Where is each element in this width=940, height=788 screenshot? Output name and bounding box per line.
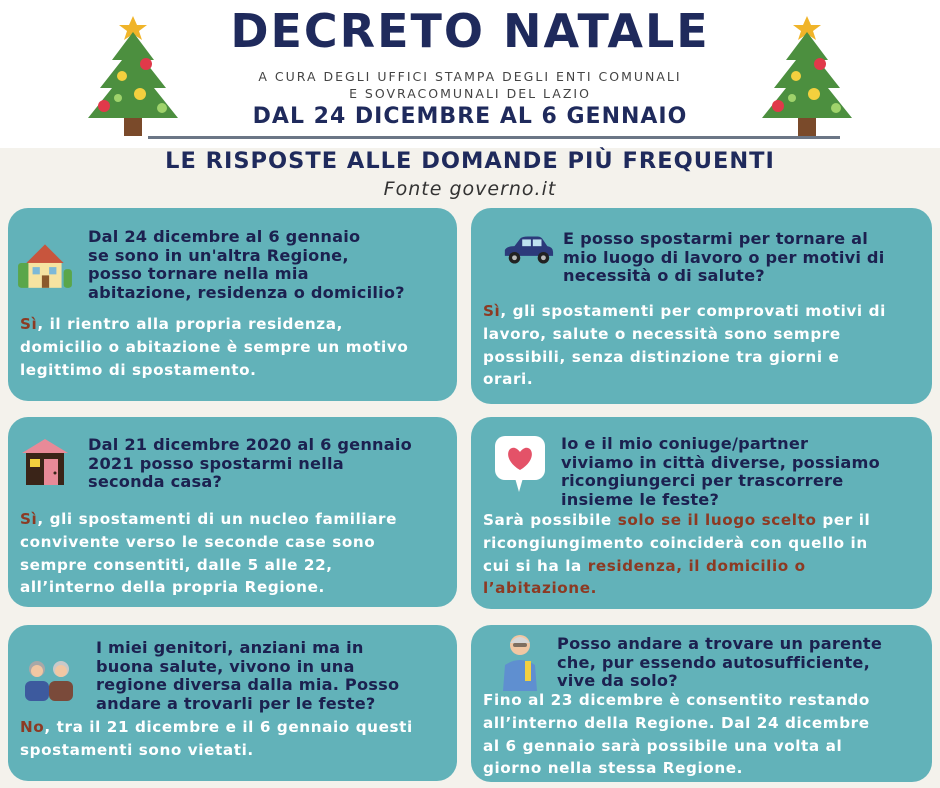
answer-6: Fino al 23 dicembre è consentito restando all’interno della Regione. Dal 24 dicembre al 6 gennaio sarà possibile una volta al giorno nella stessa Regione. [483,691,870,778]
car-icon [501,234,555,268]
elderly-man-icon [495,631,545,691]
answer-2: Sì, gli spostamenti per comprovati motivi di lavoro, salute o necessità sono sempre possibili, senza distinzione tra giorni e orari. [483,302,886,389]
faq-card-5 [8,625,457,781]
answer-5: No, tra il 21 dicembre e il 6 gennaio questi spostamenti sono vietati. [20,718,413,759]
grandparents-icon [18,657,80,701]
house-icon [16,238,74,290]
date-range: DAL 24 DICEMBRE AL 6 GENNAIO [252,104,688,129]
header-banner [0,0,940,148]
faq-card-1 [8,208,457,401]
curated-by: A CURA DEGLI UFFICI STAMPA DEGLI ENTI COMUNALI E SOVRACOMUNALI DEL LAZIO [258,69,682,101]
faq-card-6 [471,625,932,782]
question-4: Io e il mio coniuge/partner viviamo in città diverse, possiamo ricongiungerci per trascorrere insieme le feste? [561,434,880,509]
faq-card-3 [8,417,457,607]
source-note: Fonte governo.it [383,178,557,200]
question-5: I miei genitori, anziani ma in buona salute, vivono in una regione diversa dalla mia. Posso andare a trovarli per le feste? [96,638,400,713]
question-1: Dal 24 dicembre al 6 gennaio se sono in un'altra Regione, posso tornare nella mia abitazione, residenza o domicilio? [88,227,405,302]
answer-4: Sarà possibile solo se il luogo scelto per il ricongiungimento coinciderà con quello in cui si ha la residenza, il domicilio o l’abitazione. [483,511,871,598]
cottage-icon [20,437,70,487]
page-title: DECRETO NATALE [230,4,710,58]
answer-3: Sì, gli spostamenti di un nucleo familiare convivente verso le seconde case sono sempre consentiti, dalle 5 alle 22, all’interno della propria Regione. [20,510,398,597]
question-2: E posso spostarmi per tornare al mio luogo di lavoro o per motivi di necessità o di salute? [563,229,885,285]
heart-speech-bubble-icon [493,433,547,495]
question-3: Dal 21 dicembre 2020 al 6 gennaio 2021 posso spostarmi nella seconda casa? [88,435,412,491]
faq-card-4 [471,417,932,609]
faq-card-2 [471,208,932,404]
divider [148,136,840,139]
answer-1: Sì, il rientro alla propria residenza, domicilio o abitazione è sempre un motivo legittimo di spostamento. [20,315,409,379]
question-6: Posso andare a trovare un parente che, pur essendo autosufficiente, vive da solo? [557,634,883,690]
faq-heading: LE RISPOSTE ALLE DOMANDE PIÙ FREQUENTI [165,148,775,174]
